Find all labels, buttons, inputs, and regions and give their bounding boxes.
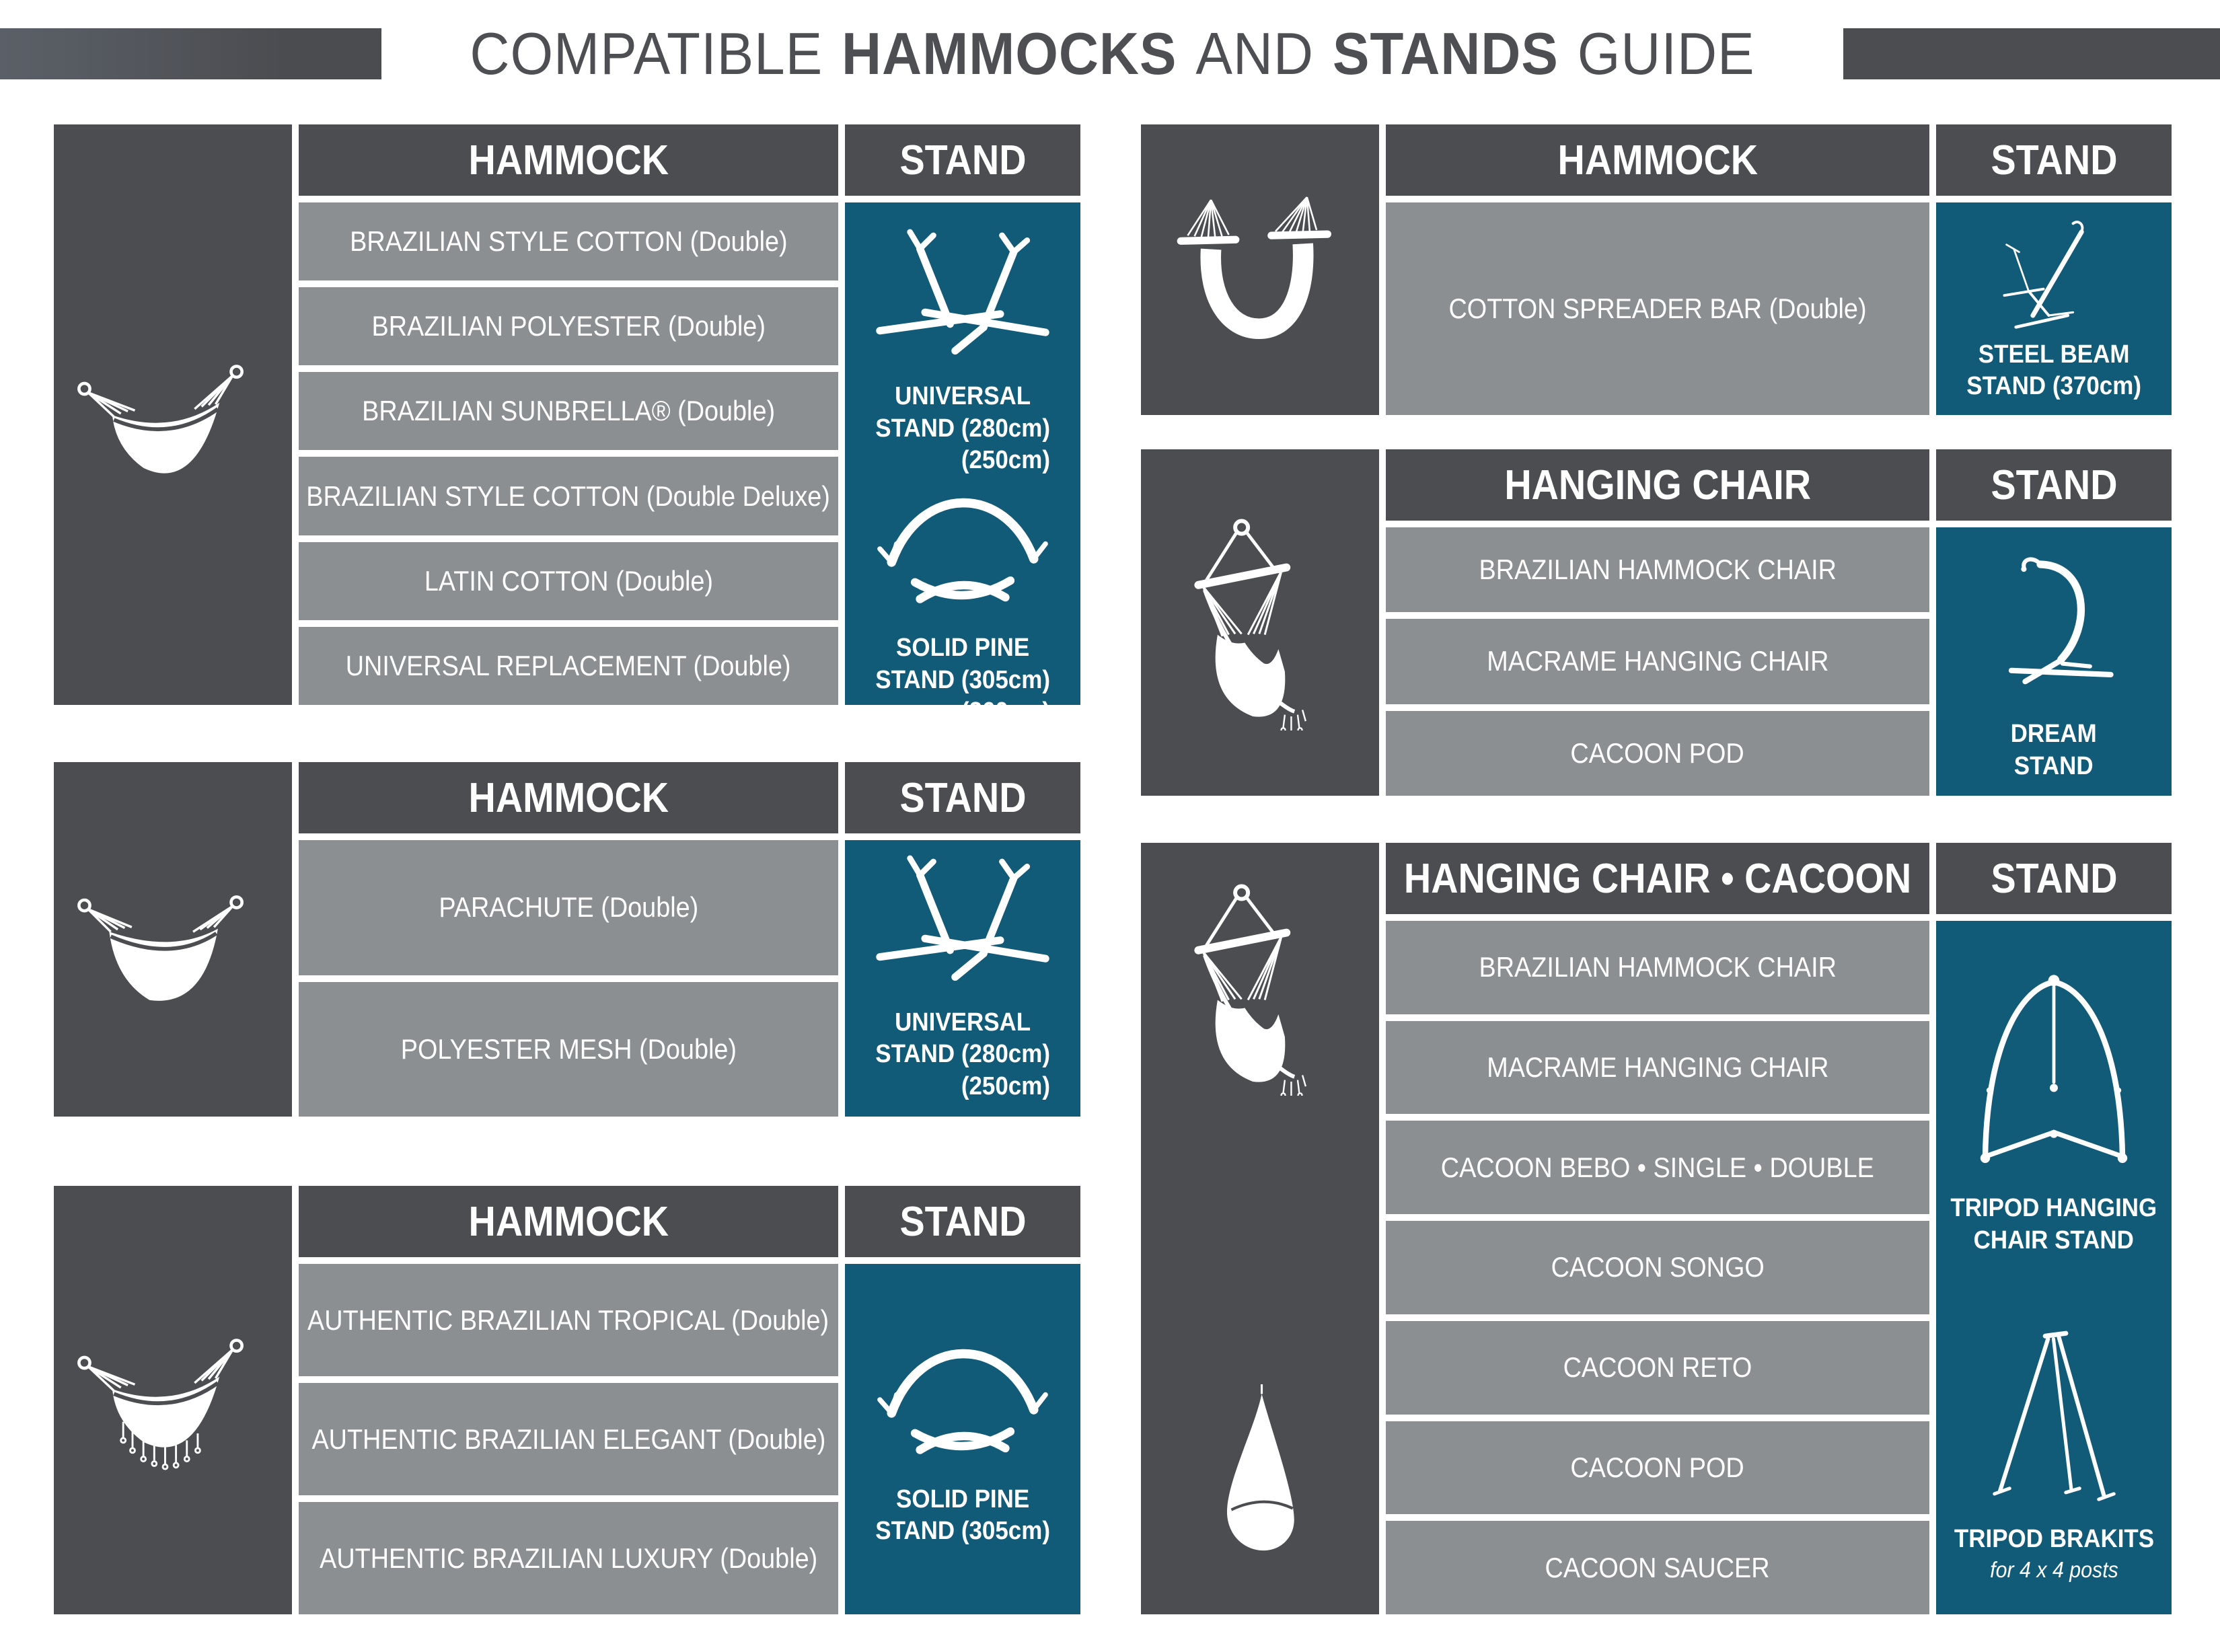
solid-pine-stand-icon: [866, 1328, 1059, 1470]
column-header-hammock: HAMMOCK: [299, 1186, 838, 1257]
table-hammocks-universal-solid-pine: [54, 124, 1080, 726]
stand-note: for 4 x 4 posts: [1989, 1556, 2118, 1582]
dream-stand-icon: [1985, 538, 2123, 710]
column-header-stand: STAND: [845, 762, 1080, 833]
hammock-image-cell: [54, 1186, 292, 1614]
table-hammocks-universal: [54, 762, 1080, 1117]
stand-cell: [1936, 527, 2172, 796]
hammock-row: UNIVERSAL REPLACEMENT (Double): [299, 627, 838, 705]
stand-option-universal: [866, 852, 1059, 1103]
hanging-chair-row: MACRAME HANGING CHAIR: [1386, 619, 1929, 704]
universal-stand-icon: [866, 225, 1059, 367]
solid-pine-stand-icon: [866, 477, 1059, 619]
title-left-bar: [0, 28, 381, 79]
stand-option-solid-pine: [866, 1328, 1059, 1547]
stand-label: STEEL BEAM STAND (370cm): [1966, 340, 2141, 401]
universal-stand-icon: [866, 852, 1059, 993]
column-header-stand: STAND: [1936, 449, 2172, 521]
stand-label: TRIPOD HANGING CHAIR STAND: [1950, 1194, 2157, 1254]
hammock-image-cell: [54, 762, 292, 1117]
hammock-row: BRAZILIAN STYLE COTTON (Double Deluxe): [299, 457, 838, 535]
title-right-bar: [1843, 28, 2220, 79]
hammock-image-cell: [54, 124, 292, 705]
stand-label: UNIVERSAL STAND (280cm) (250cm): [875, 1008, 1050, 1100]
column-header-hanging-chair-cacoon: HANGING CHAIR • CACOON: [1386, 843, 1929, 914]
hammock-row: AUTHENTIC BRAZILIAN ELEGANT (Double): [299, 1383, 838, 1495]
title-segment: STANDS: [1332, 20, 1559, 87]
hanging-chair-cacoon-image-cell: [1141, 843, 1379, 1614]
hanging-chair-cacoon-row: MACRAME HANGING CHAIR: [1386, 1021, 1929, 1115]
stand-option-universal: [866, 225, 1059, 477]
hammock-image-cell: [1141, 124, 1379, 415]
stand-label: TRIPOD BRAKITS for 4 x 4 posts: [1954, 1524, 2153, 1583]
stand-option-tripod-brakits: [1946, 1325, 2163, 1583]
hanging-chair-icon: [1176, 515, 1344, 730]
hammock-row: LATIN COTTON (Double): [299, 542, 838, 620]
stand-option-solid-pine: [866, 477, 1059, 728]
hanging-chair-cacoon-row: CACOON BEBO • SINGLE • DOUBLE: [1386, 1121, 1929, 1214]
page-title: [433, 20, 1792, 87]
hammock-row: AUTHENTIC BRAZILIAN TROPICAL (Double): [299, 1264, 838, 1376]
stand-cell: [845, 1264, 1080, 1614]
steel-beam-stand-icon: [1998, 212, 2109, 334]
title-segment: AND: [1195, 20, 1314, 87]
stand-label: SOLID PINE STAND (305cm): [875, 1485, 1050, 1546]
hammock-row: BRAZILIAN SUNBRELLA® (Double): [299, 372, 838, 450]
hanging-chair-icon: [1176, 880, 1344, 1096]
hammock-row: BRAZILIAN POLYESTER (Double): [299, 287, 838, 365]
column-header-hammock: HAMMOCK: [299, 124, 838, 196]
column-header-hammock: HAMMOCK: [299, 762, 838, 833]
hanging-chair-cacoon-row: CACOON SONGO: [1386, 1221, 1929, 1314]
hammock-row: POLYESTER MESH (Double): [299, 982, 838, 1117]
column-header-stand: STAND: [845, 1186, 1080, 1257]
column-header-stand: STAND: [845, 124, 1080, 196]
hammock-row: PARACHUTE (Double): [299, 840, 838, 975]
table-hanging-chair-dream: [1141, 449, 2172, 796]
column-header-hanging-chair: HANGING CHAIR: [1386, 449, 1929, 521]
parachute-hammock-icon: [72, 870, 274, 1010]
hanging-chair-cacoon-row: CACOON RETO: [1386, 1321, 1929, 1415]
hanging-chair-row: BRAZILIAN HAMMOCK CHAIR: [1386, 527, 1929, 612]
cacoon-icon: [1191, 1384, 1329, 1571]
fringed-hammock-icon: [72, 1322, 274, 1478]
table-hanging-chair-cacoon-tripod: [1141, 843, 2172, 1614]
column-header-hammock: HAMMOCK: [1386, 124, 1929, 196]
tripod-brakits-icon: [1968, 1325, 2140, 1510]
stand-cell: [845, 840, 1080, 1117]
column-header-stand: STAND: [1936, 843, 2172, 914]
stand-option-tripod-hanging-chair: [1941, 961, 2166, 1256]
stand-cell: [845, 202, 1080, 726]
hanging-chair-image-cell: [1141, 449, 1379, 796]
spreader-bar-hammock-icon: [1171, 194, 1349, 345]
hanging-chair-cacoon-row: CACOON POD: [1386, 1421, 1929, 1515]
hanging-chair-cacoon-row: BRAZILIAN HAMMOCK CHAIR: [1386, 921, 1929, 1014]
stand-cell: [1936, 921, 2172, 1614]
hammock-row: AUTHENTIC BRAZILIAN LUXURY (Double): [299, 1502, 838, 1614]
title-segment: HAMMOCKS: [842, 20, 1177, 87]
stand-label: SOLID PINE STAND (305cm) (260cm): [875, 634, 1050, 726]
table-hammocks-solid-pine: [54, 1186, 1080, 1614]
brazilian-hammock-icon: [72, 348, 274, 480]
stand-label: UNIVERSAL STAND (280cm) (250cm): [875, 382, 1050, 475]
stand-label: DREAM STAND: [2010, 720, 2098, 780]
hammock-row: BRAZILIAN STYLE COTTON (Double): [299, 202, 838, 280]
hammock-row: COTTON SPREADER BAR (Double): [1386, 202, 1929, 415]
title-segment: GUIDE: [1577, 20, 1755, 87]
stand-option-dream: [1985, 538, 2123, 782]
stand-option-steel-beam: [1959, 212, 2149, 403]
tripod-hanging-chair-stand-icon: [1953, 961, 2155, 1179]
table-hammock-steel-beam: [1141, 124, 2172, 401]
hanging-chair-cacoon-row: CACOON SAUCER: [1386, 1521, 1929, 1614]
hanging-chair-row: CACOON POD: [1386, 711, 1929, 796]
stand-cell: [1936, 202, 2172, 415]
column-header-stand: STAND: [1936, 124, 2172, 196]
title-segment: COMPATIBLE: [470, 20, 823, 87]
